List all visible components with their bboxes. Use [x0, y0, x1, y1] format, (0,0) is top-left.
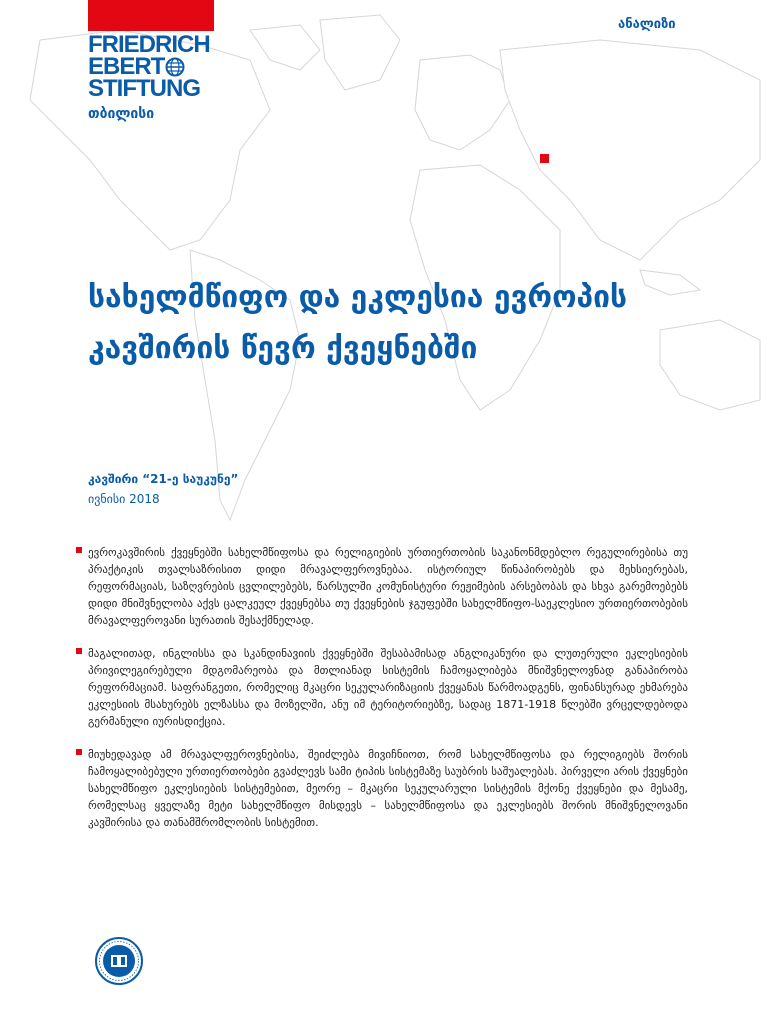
list-item	[76, 544, 688, 629]
bullet-marker	[76, 547, 82, 553]
list-item	[76, 645, 688, 730]
bullet-text: მაგალითად, ინგლისსა და სკანდინავიის ქვეყნებში შესაბამისად ანგლიკანური და ლუთერული ეკლესიების პრივილეგირებული მდგომარეობა და მთლიანად სისტემის ჩამოყალიბება მნიშვნელოვნად განაპირობა რეფორმაციამ. საფრანგეთი, რომელიც მკაცრი სეკულარიზაციის ქვეყანას წარმოადგენს, ფინანსურად ეხმარება ეკლესიის მსახურებს ელზასსა და მოზელში, ანუ იმ ტერიტორიებზე, სადაც 1871-1918 წლებში ვრცელდებოდა გერმანული იურისდიქცია.	[88, 647, 688, 728]
logo-line-3: STIFTUNG	[88, 75, 200, 102]
summary-bullets	[76, 544, 688, 847]
partner-seal-logo	[94, 936, 144, 986]
bullet-text: ევროკავშირის ქვეყნებში სახელმწიფოსა და რელიგიების ურთიერთობის საკანონმდებლო რეგულირებისა თუ პრაქტიკის თვალსაზრისით დიდი მრავალფეროვნებაა. ისტორიულ წინაპირობებს და მეხსიერებას, რეფორმაციას, საზღვრების ცვლილებებს, წარსულში კომუნისტური რეჟიმების არსებობას და სხვა გარემოებებს დიდი მნიშვნელობა აქვს ცალკეულ ქვეყნებსა თუ ქვეყნების ჯგუფებში სახელმწიფო-საეკლესიო ურთიერთობების მრავალფეროვანი სურათის შესაქმნელად.	[88, 546, 688, 627]
bullet-text: მიუხედავად ამ მრავალფეროვნებისა, შეიძლება მივიჩნიოთ, რომ სახელმწიფოსა და რელიგიებს შორის ჩამოყალიბებული ურთიერთობები გვაძლევს სამი ტიპის სისტემაზე საუბრის საშუალებას. პირველი არის ქვეყნები სახელმწიფო ეკლესიების სისტემებით, მეორე – მკაცრი სეკულარული სისტემის მქონე ქვეყნები და მესამე, რომელსაც ყველაზე მეტი სახელმწიფო მისდევს – სახელმწიფოსა და ეკლესიებს შორის მნიშვნელოვანი კავშირისა და თანამშრომლობის სისტემით.	[88, 748, 688, 829]
globe-icon	[165, 57, 185, 77]
office-city: თბილისი	[88, 106, 155, 122]
publication-date: ივნისი 2018	[88, 492, 160, 506]
bullet-marker	[76, 648, 82, 654]
document-title: სახელმწიფო და ეკლესია ევროპის კავშირის წევრ ქვეყნებში	[88, 280, 628, 366]
logo-line-2: EBERT	[88, 53, 165, 80]
series-name: კავშირი “21-ე საუკუნე”	[88, 472, 239, 486]
fes-logo	[88, 31, 210, 102]
logo-line-1: FRIEDRICH	[88, 31, 210, 58]
list-item	[76, 746, 688, 831]
bullet-marker	[76, 749, 82, 755]
map-marker	[540, 154, 549, 163]
brand-red-bar	[88, 0, 214, 31]
document-type-label: ანალიზი	[618, 17, 676, 32]
